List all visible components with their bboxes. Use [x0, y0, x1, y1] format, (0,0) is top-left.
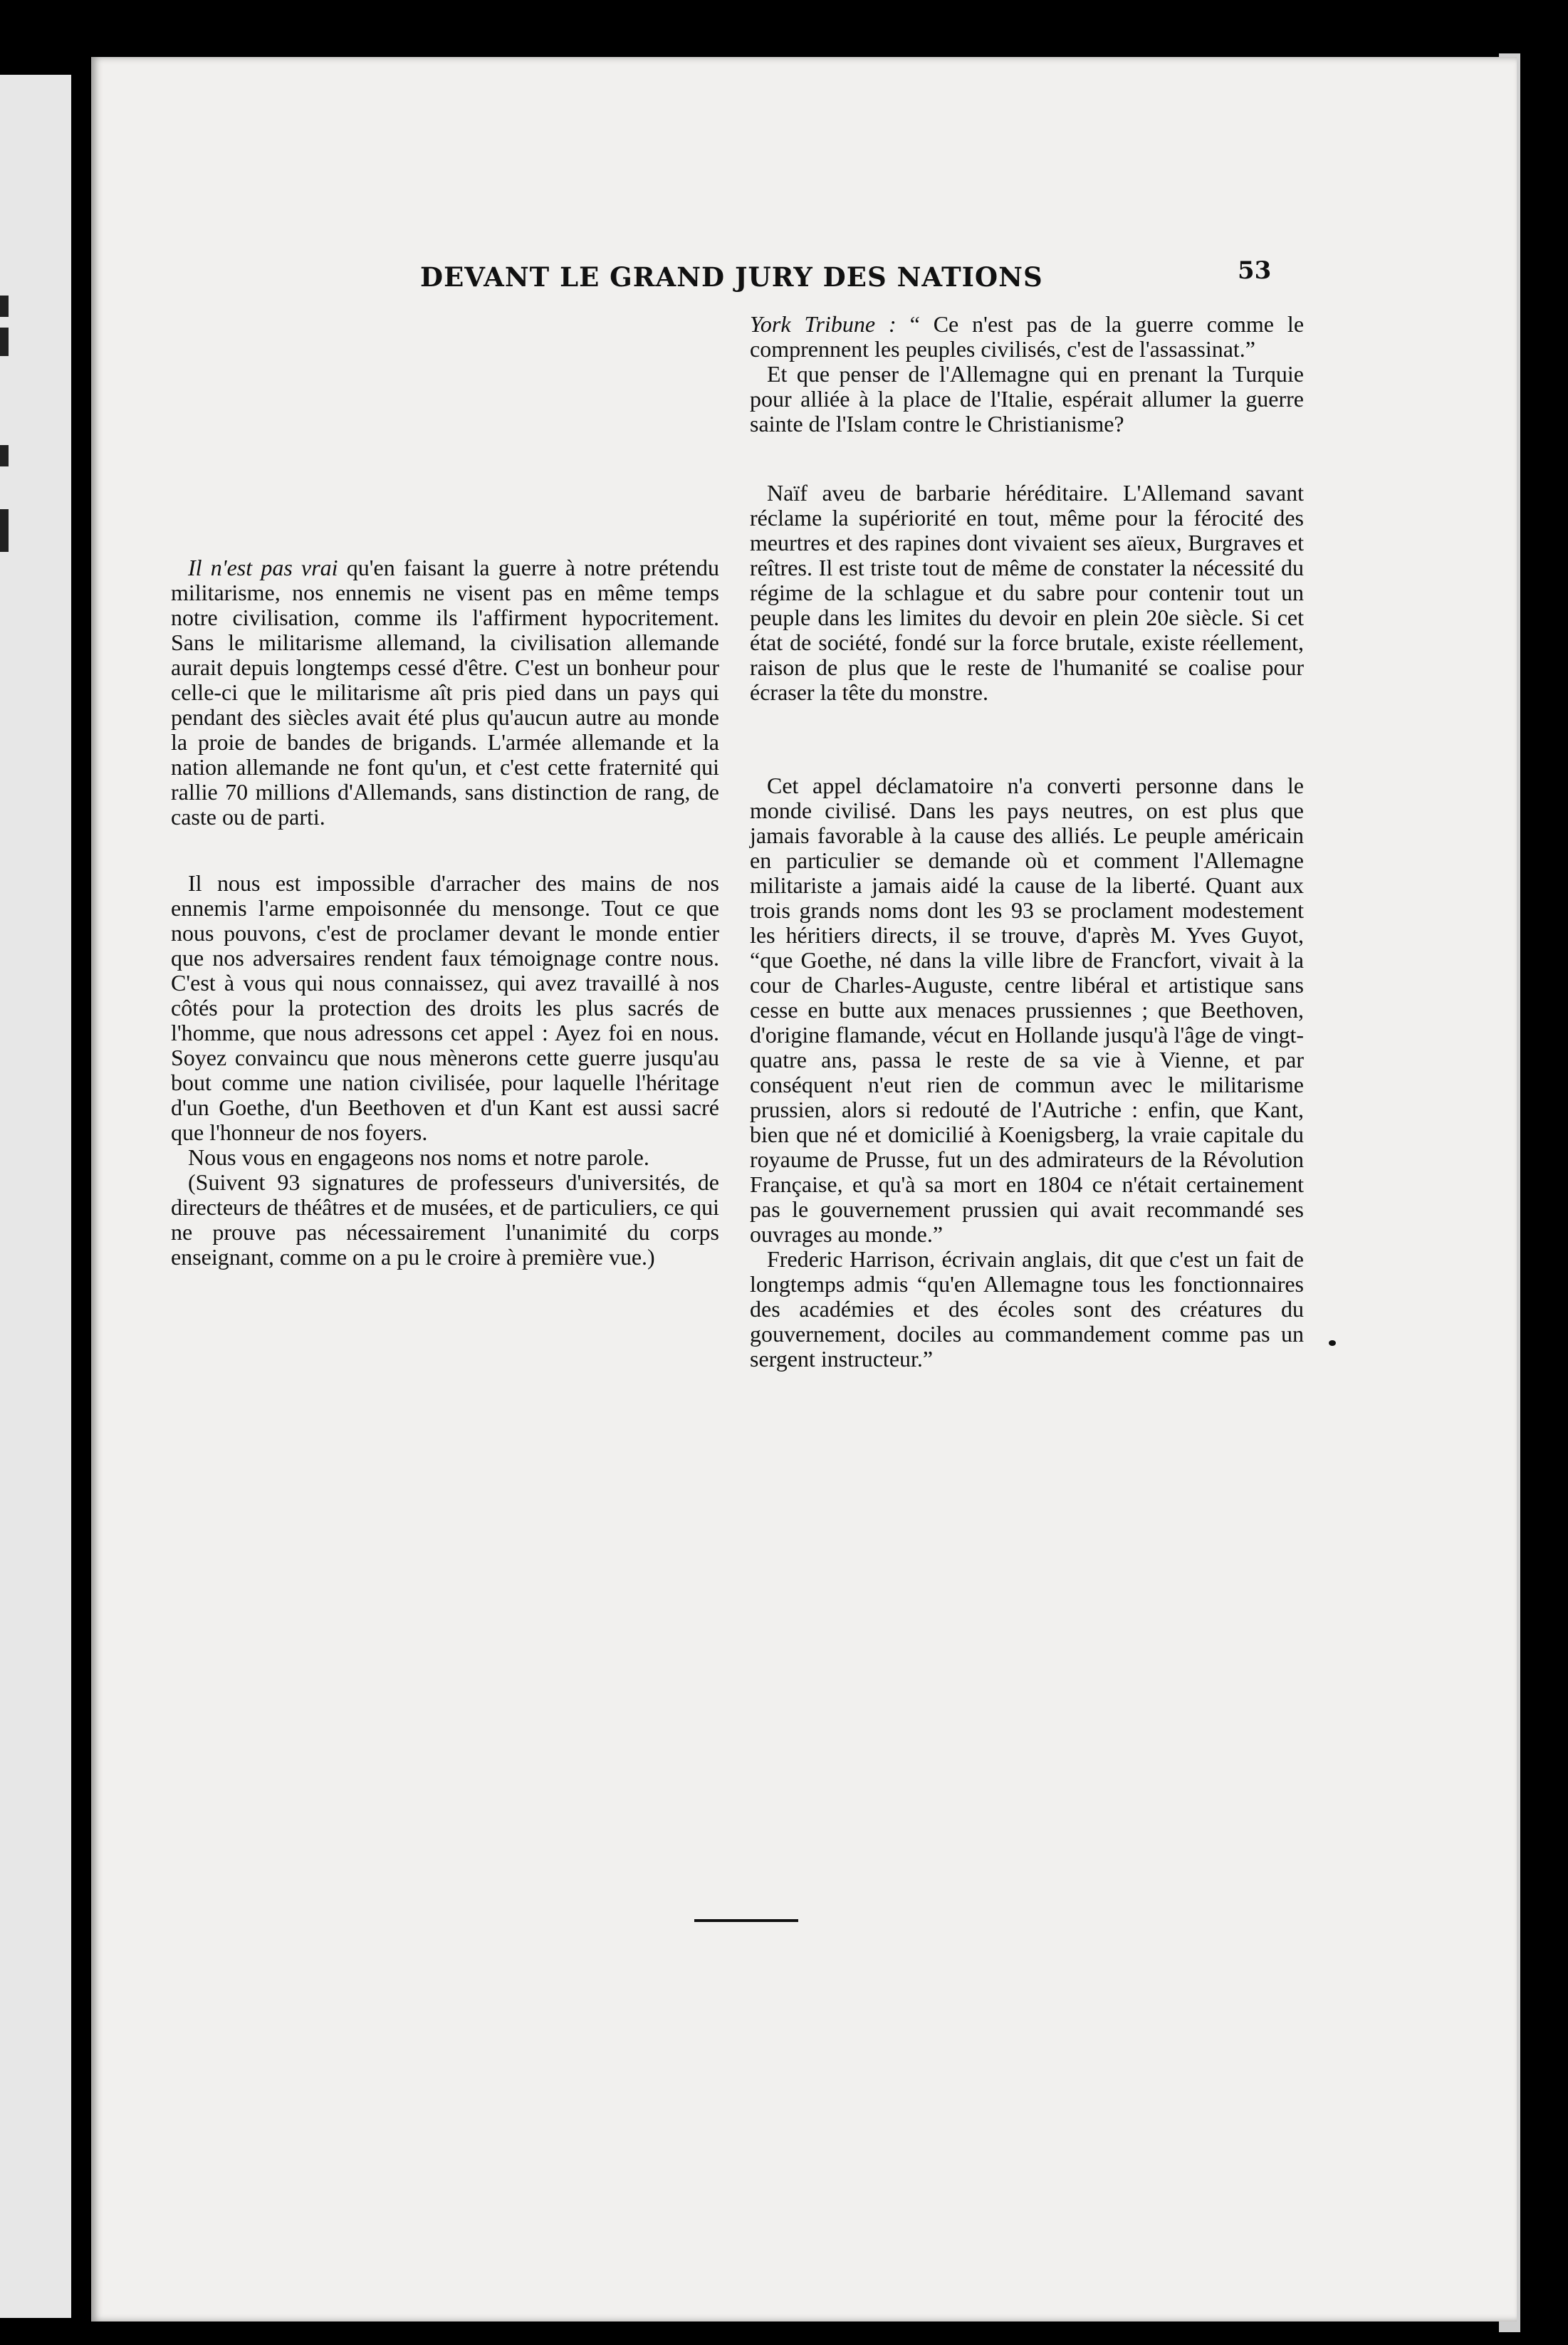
previous-page-edge — [0, 75, 71, 2318]
paragraph-militarisme: Il n'est pas vrai qu'en faisant la guerre à notre prétendu militarisme, nos ennemis ne visent pas en même temps notre civilisation, comme ils l'affirment hypocritement. Sans le militarisme allemand, la civilisation allemande aurait depuis longtemps cessé d'être. C'est un bonheur pour celle-ci que le militarisme aît pris pied dans un pays qui pendant des siècles avait été plus qu'aucun autre au monde la proie de bandes de brigands. L'armée allemande et la nation allemande ne font qu'un, et c'est cette fraternité qui rallie 70 millions d'Allemands, sans distinction de rang, de caste ou de parti. — [171, 555, 720, 830]
paragraph-mensonge: Il nous est impossible d'arracher des mains de nos ennemis l'arme empoisonnée du mensonge. Tout ce que nous pouvons, c'est de proclamer devant le monde entier que nos adversaires rendent faux témoignage contre nous. C'est à vous qui nous connaissez, qui avez travaillé à nos côtés pour la protection des droits les plus sacrés de l'homme, que nous adressons cet appel : Ayez foi en nous. Soyez convaincu que nous mènerons cette guerre jusqu'au bout comme une nation civilisée, pour laquelle l'héritage d'un Goethe, d'un Beethoven et d'un Kant est aussi sacré que l'honneur de nos foyers. — [171, 870, 719, 1145]
paragraph-york-tribune: York Tribune : “ Ce n'est pas de la guerre comme le comprennent les peuples civilisés, c'est de l'assassinat.” — [750, 311, 1305, 362]
paragraph-engagement: Nous vous en engageons nos noms et notre parole. — [188, 1144, 649, 1170]
end-rule — [694, 1919, 798, 1922]
paragraph-appel: Cet appel déclamatoire n'a converti personne dans le monde civilisé. Dans les pays neutres, on est plus que jamais favorable à la cause des alliés. Le peuple américain en particulier se demande où et comment l'Allemagne militariste a jamais aidé la cause de la liberté. Quant aux trois grands noms dont les 93 se proclament modestement les héritiers directs, il se trouve, d'après M. Yves Guyot, “que Goethe, né dans la ville libre de Francfort, vivait à la cour de Charles-Auguste, centre libéral et artistique sans cesse en butte aux menaces prussiennes ; que Beethoven, d'origine flamande, vécut en Hollande jusqu'à l'âge de vingt-quatre ans, passa le reste de sa vie à Vienne, et par conséquent n'eut rien de commun avec le militarisme prussien, alors si redouté de l'Autriche : enfin, que Kant, bien que né et domicilié à Koenigsberg, la vraie capitale du royaume de Prusse, fut un des admirateurs de la Révolution Française, et qu'à sa mort en 1804 ce n'était certainement pas le gouvernement prussien qui avait recommandé ses ouvrages au monde.” — [750, 773, 1304, 1247]
italic-lead: Il n'est pas vrai — [188, 555, 338, 580]
page-number: 53 — [1238, 256, 1272, 285]
running-title: DEVANT LE GRAND JURY DES NATIONS — [420, 261, 1043, 293]
paragraph-turquie: Et que penser de l'Allemagne qui en prenant la Turquie pour alliée à la place de l'Italie, espérait allumer la guerre sainte de l'Islam contre le Christianisme? — [750, 361, 1304, 437]
paragraph-naif-aveu: Naïf aveu de barbarie héréditaire. L'Allemand savant réclame la supériorité en tout, même pour la férocité des meurtres et des rapines dont vivaient ses aïeux, Burgraves et reîtres. Il est triste tout de même de constater la nécessité du régime de la schlague et du sabre pour contenir tout un peuple dans les limites du devoir en plein 20e siècle. Si cet état de société, fondé sur la force brutale, existe réellement, raison de plus que le reste de l'humanité se coalise pour écraser la tête du monstre. — [750, 480, 1304, 705]
left-column — [171, 555, 719, 1270]
paragraph-harrison: Frederic Harrison, écrivain anglais, dit que c'est un fait de longtemps admis “qu'en Allemagne tous les fonctionnaires des académies et des écoles sont des créatures du gouvernement, dociles au commandement comme pas un sergent instructeur.” — [750, 1246, 1304, 1372]
paragraph-signatures: (Suivent 93 signatures de professeurs d'universités, de directeurs de théâtres et de musées, et de particuliers, ce qui ne prouve pas nécessairement l'unanimité du corps enseignant, comme on a pu le croire à première vue.) — [171, 1169, 719, 1270]
right-column — [750, 312, 1304, 1372]
italic-source: York Tribune : — [750, 311, 897, 337]
ink-speck — [1329, 1340, 1336, 1346]
